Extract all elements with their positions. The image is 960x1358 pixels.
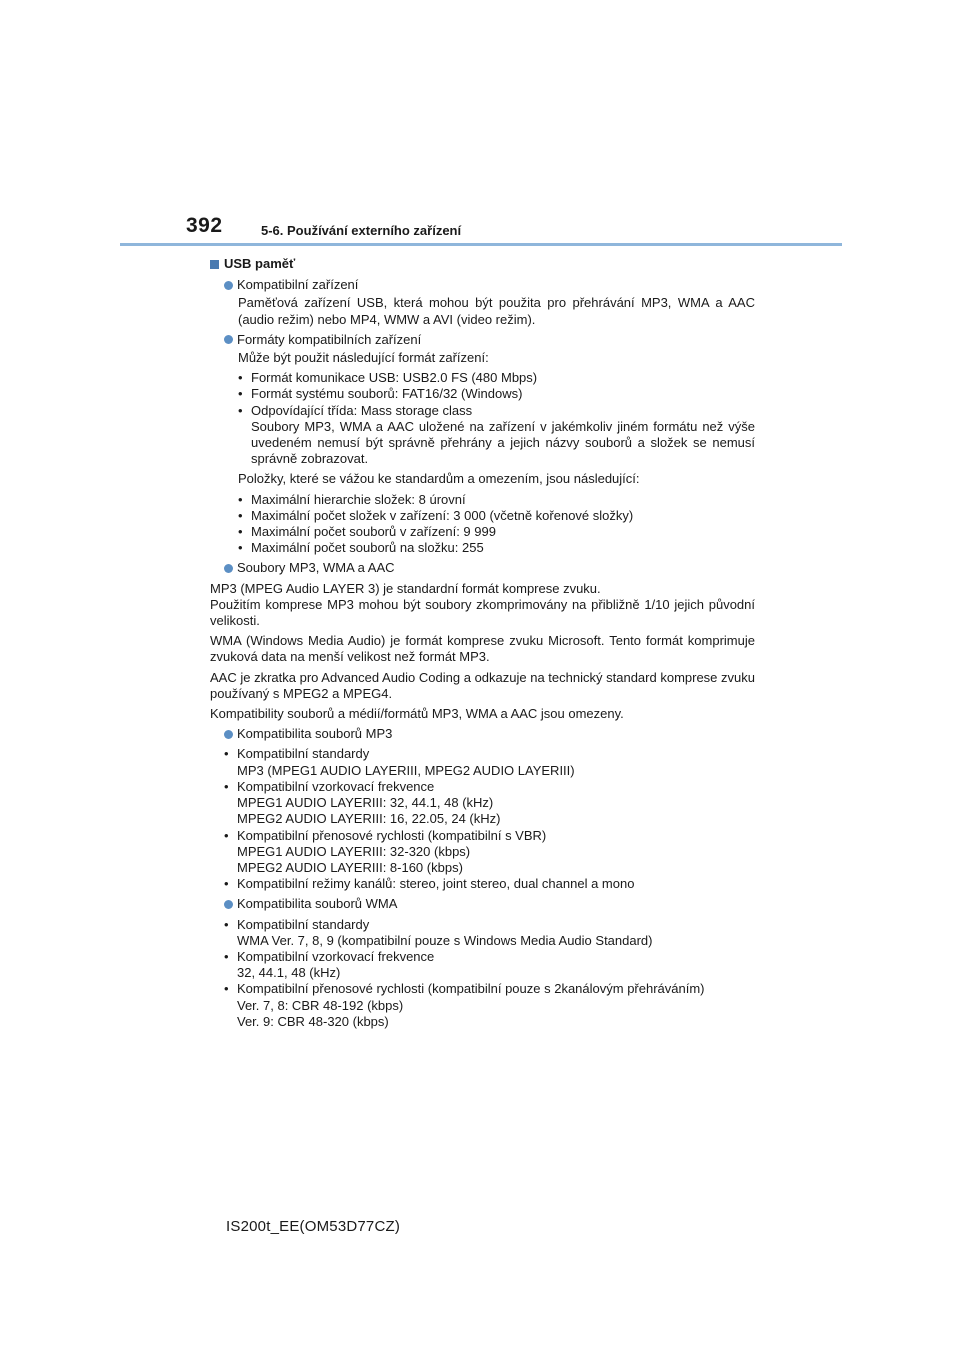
list-item: • Maximální počet složek v zařízení: 3 000 (včetně kořenové složky) bbox=[238, 507, 634, 523]
wma-heading: Kompatibilita souborů WMA bbox=[224, 896, 755, 912]
footer-code: IS200t_EE(OM53D77CZ) bbox=[226, 1218, 401, 1235]
files-paragraph: Kompatibility souborů a médií/formátů MP3, WMA a AAC jsou omezeny. bbox=[210, 706, 624, 722]
section-title: 5-6. Používání externího zařízení bbox=[261, 223, 462, 238]
circle-bullet-icon bbox=[224, 564, 233, 573]
list-item: • Odpovídající třída: Mass storage class Soubory MP3, WMA a AAC uložené na zařízení v jakémkoliv jiném formátu než výše uvedeném nemusí být správně přehrány a jejich názvy souborů a složek se nemusí správně zobrazovat. bbox=[238, 402, 755, 467]
limits-list bbox=[238, 492, 755, 557]
list-item: • Kompatibilní přenosové rychlosti (kompatibilní s VBR) MPEG1 AUDIO LAYERIII: 32-320 (kbps) MPEG2 AUDIO LAYERIII: 8-160 (kbps) bbox=[224, 827, 547, 875]
mp3-section bbox=[210, 726, 755, 1030]
page-header bbox=[0, 0, 960, 250]
formats-list bbox=[238, 370, 755, 467]
files-paragraph: MP3 (MPEG Audio LAYER 3) je standardní formát komprese zvuku. Použitím komprese MP3 mohou být soubory zkomprimovány na přibližně 1/10 jejich původní velikosti. bbox=[210, 580, 755, 629]
list-item: • Maximální hierarchie složek: 8 úrovní bbox=[238, 491, 466, 507]
list-item: • Maximální počet souborů na složku: 255 bbox=[238, 540, 484, 556]
formats-note: Soubory MP3, WMA a AAC uložené na zařízení v jakémkoliv jiném formátu než výše uvedeném nemusí být správně přehrány a jejich názvy souborů a složek se nemusí správně zobrazovat. bbox=[251, 418, 755, 467]
usb-section bbox=[210, 277, 755, 576]
list-item: • Formát systému souborů: FAT16/32 (Windows) bbox=[238, 386, 523, 402]
files-body bbox=[210, 581, 755, 723]
compat-device-heading: Kompatibilní zařízení bbox=[224, 277, 755, 293]
formats-intro: Může být použit následující formát zařízení: bbox=[238, 350, 489, 366]
circle-bullet-icon bbox=[224, 335, 233, 344]
list-item: • Formát komunikace USB: USB2.0 FS (480 Mbps) bbox=[238, 370, 538, 386]
usb-heading: USB paměť bbox=[210, 256, 755, 272]
header-rule bbox=[120, 243, 842, 246]
list-item: • Kompatibilní přenosové rychlosti (kompatibilní pouze s 2kanálovým přehráváním) Ver. 7, 8: CBR 48-192 (kbps) Ver. 9: CBR 48-320 (kbps) bbox=[224, 981, 705, 1029]
list-item: • Kompatibilní standardy WMA Ver. 7, 8, 9 (kompatibilní pouze s Windows Media Audio Standard) bbox=[224, 916, 653, 948]
list-item: • Maximální počet souborů v zařízení: 9 999 bbox=[238, 524, 496, 540]
formats-heading: Formáty kompatibilních zařízení bbox=[224, 332, 755, 348]
files-paragraph: WMA (Windows Media Audio) je formát komprese zvuku Microsoft. Tento formát komprimuje zvuková data na menší velikost než formát MP3. bbox=[210, 633, 755, 665]
mp3-list bbox=[224, 746, 755, 892]
mp3-heading: Kompatibilita souborů MP3 bbox=[224, 726, 755, 742]
wma-list bbox=[224, 917, 755, 1030]
list-item: • Kompatibilní standardy MP3 (MPEG1 AUDIO LAYERIII, MPEG2 AUDIO LAYERIII) bbox=[224, 746, 575, 778]
square-bullet-icon bbox=[210, 260, 219, 269]
files-heading: Soubory MP3, WMA a AAC bbox=[224, 560, 755, 576]
page-content bbox=[210, 256, 755, 1034]
list-item: • Kompatibilní vzorkovací frekvence 32, 44.1, 48 (kHz) bbox=[224, 948, 435, 981]
page-number: 392 bbox=[186, 214, 223, 237]
limits-intro: Položky, které se vážou ke standardům a omezením, jsou následující: bbox=[238, 471, 640, 487]
formats-body bbox=[224, 350, 755, 556]
list-item: • Kompatibilní vzorkovací frekvence MPEG1 AUDIO LAYERIII: 32, 44.1, 48 (kHz) MPEG2 AUDIO LAYERIII: 16, 22.05, 24 (kHz) bbox=[224, 778, 501, 827]
circle-bullet-icon bbox=[224, 730, 233, 739]
list-item: • Kompatibilní režimy kanálů: stereo, joint stereo, dual channel a mono bbox=[224, 876, 635, 892]
files-paragraph: AAC je zkratka pro Advanced Audio Coding a odkazuje na technický standard komprese zvuku používaný s MPEG2 a MPEG4. bbox=[210, 669, 755, 701]
compat-device-text: Paměťová zařízení USB, která mohou být použita pro přehrávání MP3, WMA a AAC (audio režim) nebo MP4, WMW a AVI (video režim). bbox=[238, 295, 755, 327]
circle-bullet-icon bbox=[224, 281, 233, 290]
circle-bullet-icon bbox=[224, 900, 233, 909]
